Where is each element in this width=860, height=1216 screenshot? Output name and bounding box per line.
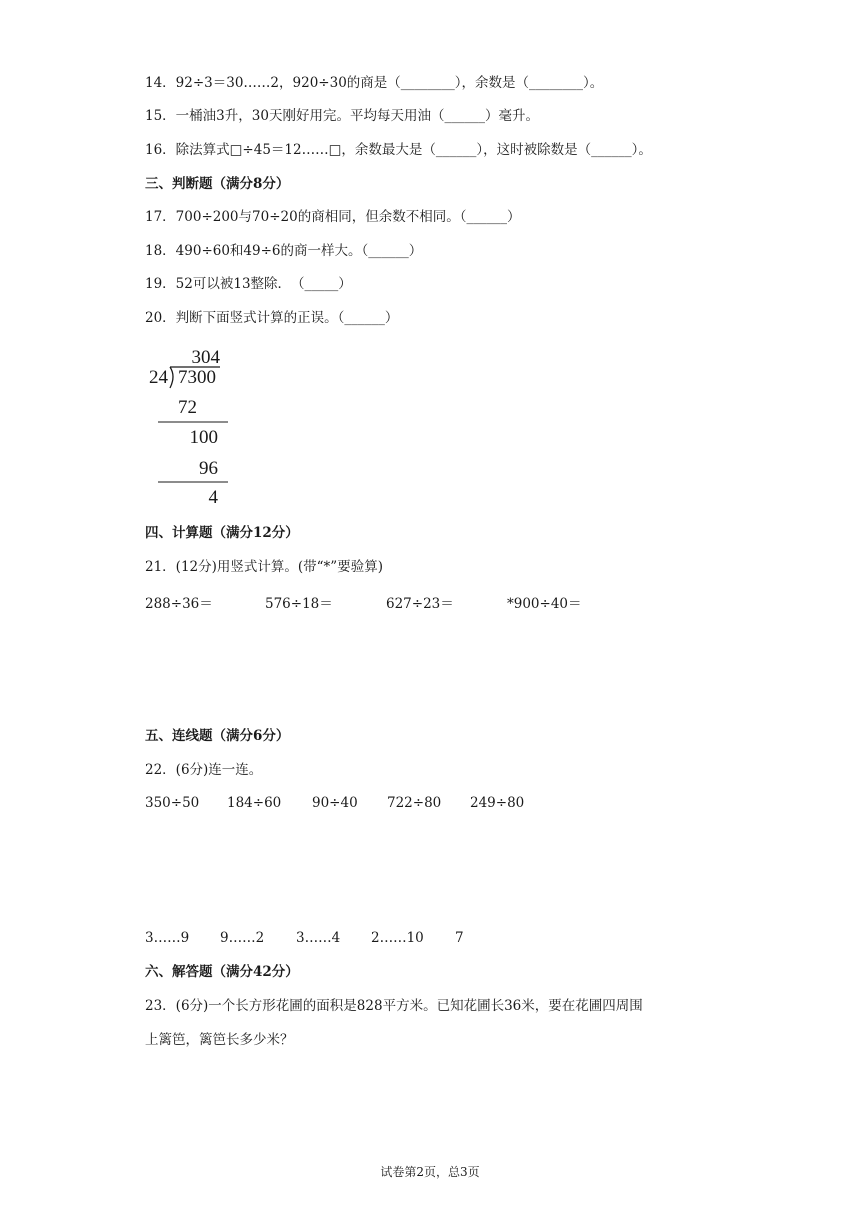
match-result: 3……9 (145, 930, 190, 946)
match-result: 7 (455, 930, 464, 946)
question-20: 20．判断下面竖式计算的正误。（______） (145, 310, 399, 326)
calc-item: 576÷18＝ (265, 596, 333, 612)
match-expression: 350÷50 (145, 795, 200, 811)
page-footer: 试卷第2页，总3页 (380, 1165, 480, 1179)
section-heading-word-problems: 六、解答题（满分42分） (145, 964, 299, 980)
match-expression: 722÷80 (387, 795, 442, 811)
division-bracket (170, 367, 173, 388)
long-division-figure (140, 340, 250, 510)
question-18: 18．490÷60和49÷6的商一样大。（______） (145, 243, 423, 259)
section-heading-calculation: 四、计算题（满分12分） (145, 525, 299, 541)
question-16: 16．除法算式□÷45＝12……□，余数最大是（______），这时被除数是（______）。 (145, 142, 652, 158)
question-23-line-1: 23．(6分)一个长方形花圃的面积是828平方米。已知花圃长36米，要在花圃四周围 (145, 998, 643, 1014)
division-step-72: 72 (178, 397, 197, 418)
match-top-row (145, 795, 545, 813)
question-21: 21．(12分)用竖式计算。(带“*”要验算) (145, 559, 383, 575)
section-heading-judgment: 三、判断题（满分8分） (145, 176, 290, 192)
match-bottom-row (145, 930, 545, 948)
calc-item: *900÷40＝ (507, 596, 582, 612)
division-dividend: 7300 (178, 367, 216, 388)
question-19: 19．52可以被13整除． （_____） (145, 276, 352, 292)
question-22: 22．(6分)连一连。 (145, 762, 263, 778)
match-expression: 249÷80 (470, 795, 525, 811)
match-expression: 184÷60 (227, 795, 282, 811)
calc-item: 627÷23＝ (386, 596, 454, 612)
calc-items-row (145, 592, 645, 610)
question-23-line-2: 上篱笆，篱笆长多少米？ (145, 1032, 294, 1048)
calc-item: 288÷36＝ (145, 596, 213, 612)
question-14: 14．92÷3＝30……2，920÷30的商是（________），余数是（________）。 (145, 75, 604, 91)
division-step-96: 96 (199, 458, 218, 479)
question-15: 15．一桶油3升，30天刚好用完。平均每天用油（______）毫升。 (145, 108, 539, 124)
division-quotient: 304 (191, 347, 220, 368)
match-result: 9……2 (220, 930, 265, 946)
division-divisor: 24 (149, 367, 168, 388)
division-remainder: 4 (208, 487, 218, 508)
question-17: 17．700÷200与70÷20的商相同，但余数不相同。（______） (145, 209, 521, 225)
match-expression: 90÷40 (312, 795, 358, 811)
match-result: 3……4 (296, 930, 341, 946)
match-result: 2……10 (371, 930, 424, 946)
division-step-100: 100 (189, 427, 218, 448)
section-heading-matching: 五、连线题（满分6分） (145, 728, 290, 744)
